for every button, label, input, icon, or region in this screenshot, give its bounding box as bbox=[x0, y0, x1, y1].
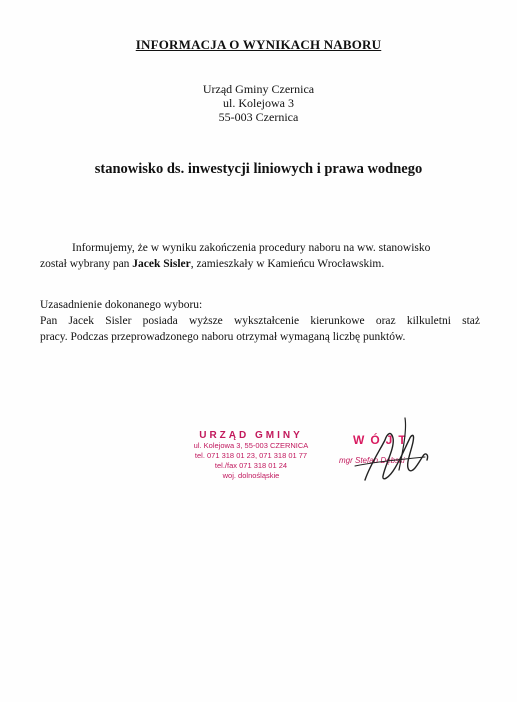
address-line-office: Urząd Gminy Czernica bbox=[202, 82, 315, 96]
stamp-header: URZĄD GMINY bbox=[199, 430, 303, 441]
stamp-line-region: woj. dolnośląskie bbox=[222, 471, 280, 480]
address-line-street: ul. Kolejowa 3 bbox=[223, 96, 294, 110]
result-line-1: Informujemy, że w wyniku zakończenia procedury naboru na ww. stanowisko bbox=[72, 242, 431, 254]
justification-paragraph bbox=[40, 297, 480, 345]
justification-line-2: pracy. Podczas przeprowadzonego naboru otrzymał wymaganą liczbę punktów. bbox=[40, 331, 406, 343]
result-line-2-post: , zamieszkały w Kamieńcu Wrocławskim. bbox=[190, 258, 385, 270]
document-title: INFORMACJA O WYNIKACH NABORU bbox=[135, 37, 382, 52]
stamp-line-address: ul. Kolejowa 3, 55-003 CZERNICA bbox=[193, 441, 309, 450]
selected-candidate-name: Jacek Sisler bbox=[132, 258, 191, 270]
justification-line-1: Pan Jacek Sisler posiada wyższe wykształcenie kierunkowe oraz kilkuletni staż bbox=[40, 315, 480, 327]
address-line-postal: 55-003 Czernica bbox=[218, 110, 299, 124]
result-line-2-pre: został wybrany pan bbox=[40, 258, 133, 270]
seal-name: mgr Stefan Dębski bbox=[339, 456, 405, 465]
office-stamp bbox=[176, 430, 326, 481]
result-paragraph bbox=[40, 240, 480, 272]
mayor-seal bbox=[325, 410, 455, 490]
stamp-line-fax: tel./fax 071 318 01 24 bbox=[214, 461, 288, 470]
justification-heading: Uzasadnienie dokonanego wyboru: bbox=[40, 299, 203, 311]
office-address bbox=[0, 82, 517, 124]
position-title: stanowisko ds. inwestycji liniowych i prawa wodnego bbox=[94, 161, 423, 177]
seal-header: WÓJT bbox=[353, 433, 412, 447]
handwritten-signature bbox=[325, 410, 455, 490]
stamp-line-phone: tel. 071 318 01 23, 071 318 01 77 bbox=[194, 451, 308, 460]
result-line-2 bbox=[40, 256, 480, 272]
